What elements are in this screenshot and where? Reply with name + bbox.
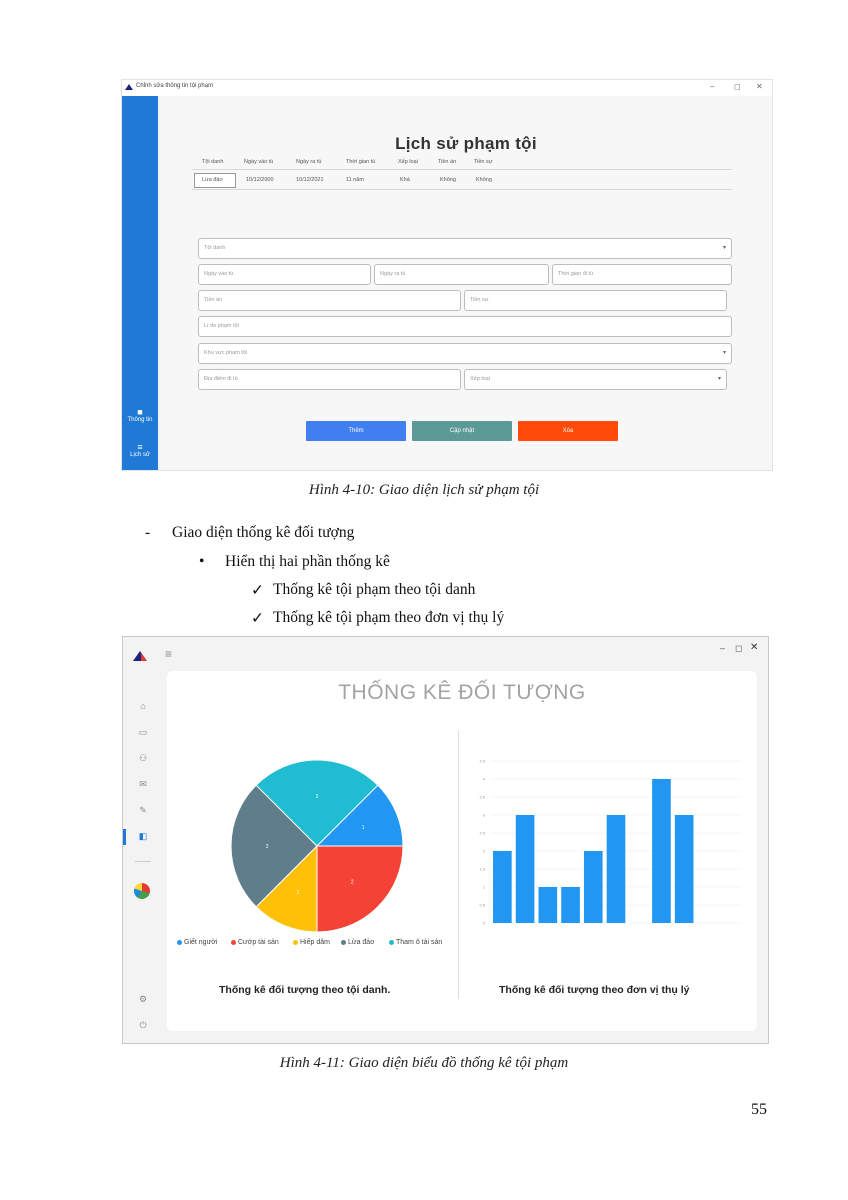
bar	[493, 851, 512, 923]
pie-data-label: 2	[265, 844, 269, 850]
left-rail	[123, 637, 173, 1043]
bar	[561, 887, 580, 923]
statistics-panel	[167, 671, 757, 1031]
rating-select[interactable]	[464, 369, 727, 390]
edit-icon[interactable]: ✎	[139, 805, 147, 815]
bar	[516, 815, 535, 923]
field-placeholder: Xếp loại	[470, 376, 490, 382]
field-placeholder: Tiền sự	[470, 297, 489, 303]
bar	[539, 887, 558, 923]
bar	[652, 779, 671, 923]
legend-swatch	[231, 940, 236, 945]
legend-swatch	[177, 940, 182, 945]
legend-item[interactable]	[177, 939, 217, 946]
prior-record-field[interactable]	[464, 290, 727, 311]
sidebar	[122, 96, 158, 470]
bar	[607, 815, 626, 923]
prison-location-field[interactable]	[198, 369, 461, 390]
table-cell: Không	[440, 177, 456, 183]
divider	[192, 169, 732, 170]
chevron-down-icon: ▾	[717, 376, 721, 382]
menu-icon[interactable]: ≡	[165, 647, 173, 661]
legend-label: Cướp tài sản	[238, 939, 279, 946]
legend-label: Tham ô tài sản	[396, 939, 443, 946]
y-tick-label: 3	[482, 812, 485, 818]
crime-area-select[interactable]	[198, 343, 732, 364]
check-icon: ✓	[251, 582, 264, 599]
app-logo-icon	[133, 650, 147, 662]
y-tick-label: 0	[482, 920, 485, 926]
divider	[458, 731, 459, 999]
entry-date-field[interactable]	[198, 264, 371, 285]
column-header: Ngày ra tù	[296, 159, 322, 165]
chevron-down-icon: ▾	[722, 350, 726, 356]
text-line: Giao diện thống kê đối tượng	[172, 524, 355, 541]
figure-caption: Hình 4-10: Giao diện lịch sử phạm tội	[308, 482, 540, 498]
pie-data-label: 1	[361, 824, 365, 831]
bar	[675, 815, 694, 923]
column-header: Tiền sự	[474, 159, 493, 165]
column-header: Tiền án	[438, 159, 457, 165]
history-list-icon: ≡	[137, 442, 143, 452]
field-placeholder: Lí do phạm tội	[204, 323, 239, 329]
minimize-button[interactable]: –	[720, 643, 726, 653]
release-date-field[interactable]	[374, 264, 549, 285]
folder-icon: ■	[137, 407, 143, 417]
delete-button[interactable]: Xóa	[518, 421, 618, 441]
pie-slice	[317, 846, 403, 932]
pie-data-label: 1	[296, 890, 300, 897]
crime-type-select[interactable]	[198, 238, 732, 259]
legend-label: Lừa đảo	[348, 939, 375, 946]
prison-time-field[interactable]	[552, 264, 732, 285]
app-logo-icon	[125, 83, 133, 91]
legend-swatch	[293, 940, 298, 945]
sidebar-item-label: Lịch sử	[130, 452, 150, 458]
update-button[interactable]: Cập nhật	[412, 421, 512, 441]
maximize-button[interactable]: ◻	[735, 643, 743, 653]
chevron-down-icon: ▾	[722, 245, 726, 251]
criminal-record-field[interactable]	[198, 290, 461, 311]
bullet-marker: •	[199, 553, 205, 570]
history-window	[121, 79, 773, 471]
bar	[584, 851, 603, 923]
crime-type-pie-chart	[227, 756, 407, 936]
table-cell: Không	[476, 177, 492, 183]
column-header: Xếp loại	[398, 159, 418, 165]
legend-item[interactable]	[389, 939, 442, 946]
add-button[interactable]: Thêm	[306, 421, 406, 441]
y-tick-label: 4	[482, 776, 485, 782]
legend-swatch	[389, 940, 394, 945]
minimize-button[interactable]: –	[710, 82, 715, 91]
dash-marker: -	[145, 524, 151, 541]
legend-swatch	[341, 940, 346, 945]
sidebar-item-label: Thông tin	[127, 417, 153, 423]
field-placeholder: Địa điểm đi tù	[204, 376, 238, 382]
users-icon[interactable]: ⚇	[138, 753, 148, 763]
avatar[interactable]	[134, 883, 150, 899]
page-title: THỐNG KÊ ĐỐI TƯỢNG	[338, 681, 586, 704]
close-button[interactable]: ✕	[756, 82, 763, 91]
history-content	[160, 96, 772, 470]
table-cell: 10/12/2021	[296, 177, 324, 183]
y-tick-label: 1.5	[479, 866, 485, 872]
field-placeholder: Tiền án	[204, 297, 223, 303]
column-header: Tội danh	[202, 159, 224, 165]
table-cell: Khá	[400, 177, 410, 183]
window-title: Chỉnh sửa thông tin tội phạm	[136, 83, 214, 89]
text-line: Thống kê tội phạm theo đơn vị thụ lý	[273, 609, 505, 626]
divider	[135, 861, 151, 862]
power-icon[interactable]: ⏻	[139, 1020, 147, 1030]
crime-reason-field[interactable]	[198, 316, 732, 337]
page-title: Lịch sử phạm tội	[395, 134, 537, 153]
field-placeholder: Tội danh	[204, 245, 226, 251]
calendar-icon[interactable]: ▭	[138, 727, 148, 737]
sidebar-item-info[interactable]	[122, 407, 158, 423]
pie-chart-caption: Thống kê đối tượng theo tội danh.	[219, 984, 391, 996]
sidebar-item-history[interactable]	[122, 442, 158, 458]
y-tick-label: 3.5	[479, 794, 485, 800]
window-titlebar	[122, 80, 772, 96]
text-line: Hiển thị hai phần thống kê	[225, 553, 390, 570]
table-cell: Lừa đảo	[202, 177, 223, 183]
column-header: Thời gian tù	[346, 159, 376, 165]
chart-icon[interactable]: ◧	[138, 831, 148, 841]
close-button[interactable]: ✕	[750, 642, 759, 653]
y-tick-label: 1	[482, 884, 485, 890]
y-tick-label: 0.5	[479, 902, 485, 908]
field-placeholder: Thời gian đi tù	[558, 271, 594, 277]
statistics-window	[122, 636, 769, 1044]
table-cell: 10/12/2000	[246, 177, 274, 183]
legend-item[interactable]	[341, 939, 374, 946]
divider	[192, 189, 732, 190]
column-header: Ngày vào tù	[244, 159, 274, 165]
home-icon[interactable]: ⌂	[140, 701, 146, 711]
pie-data-label: 2	[350, 879, 354, 886]
pie-data-label: 2	[315, 794, 319, 801]
table-cell: 11 năm	[346, 177, 364, 183]
page-number: 55	[751, 1101, 767, 1118]
field-placeholder: Ngày ra tù	[380, 271, 406, 277]
legend-item[interactable]	[293, 939, 330, 946]
y-tick-label: 2.5	[479, 830, 485, 836]
bar-chart-caption: Thống kê đối tượng theo đơn vị thụ lý	[499, 984, 690, 996]
text-line: Thống kê tội phạm theo tội danh	[273, 581, 476, 598]
y-tick-label: 4.5	[479, 758, 485, 764]
unit-bar-chart	[465, 751, 751, 971]
legend-label: Giết người	[184, 939, 218, 946]
y-tick-label: 2	[482, 848, 485, 854]
check-icon: ✓	[251, 610, 264, 627]
field-placeholder: Khu vực phạm tội	[204, 350, 248, 356]
legend-label: Hiếp dâm	[300, 939, 330, 946]
mail-icon[interactable]: ✉	[139, 779, 147, 789]
figure-caption: Hình 4-11: Giao diện biểu đồ thống kê tội phạm	[279, 1055, 569, 1071]
legend-item[interactable]	[231, 939, 279, 946]
field-placeholder: Ngày vào tù	[204, 271, 234, 277]
settings-icon[interactable]: ⚙	[138, 994, 148, 1004]
maximize-button[interactable]: ◻	[734, 82, 741, 91]
